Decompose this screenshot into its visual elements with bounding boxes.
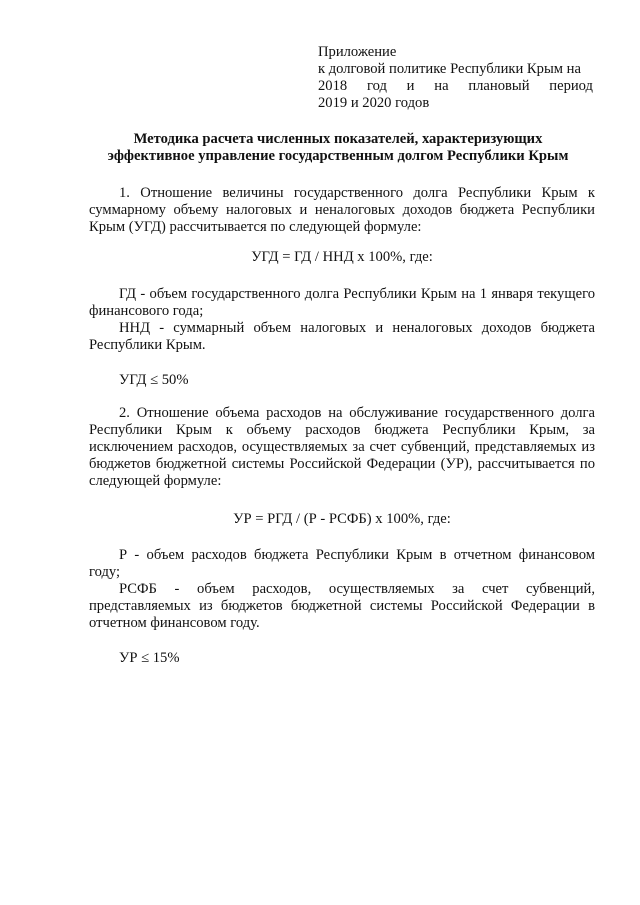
appendix-reference-line: к долговой политике Республики Крым на — [318, 61, 581, 77]
title-line-1: Методика расчета численных показателей, характеризующих — [133, 131, 543, 147]
definition-nnd: ННД - суммарный объем налоговых и неналоговых доходов бюджета Республики Крым. — [89, 320, 595, 353]
limit-ugd: УГД ≤ 50% — [119, 372, 189, 388]
formula-ugd: УГД = ГД / ННД х 100%, где: — [251, 249, 433, 265]
definition-r: Р - объем расходов бюджета Республики Крым в отчетном финансовом году; — [89, 547, 595, 580]
appendix-years-line: 2019 и 2020 годов — [318, 95, 430, 111]
section-1-intro: 1. Отношение величины государственного долга Республики Крым к суммарному объему налоговых и неналоговых доходов бюджета Республики Крым (УГД) рассчитывается по следующей формуле: — [89, 185, 595, 235]
appendix-period-line: 2018 год и на плановый период — [318, 78, 593, 94]
appendix-label: Приложение — [318, 44, 397, 60]
limit-ur: УР ≤ 15% — [119, 650, 180, 666]
definition-rsfb: РСФБ - объем расходов, осуществляемых за счет субвенций, представляемых из бюджетов бюджетной системы Российской Федерации в отчетном финансовом году. — [89, 581, 595, 631]
document-title — [88, 131, 588, 165]
definition-gd: ГД - объем государственного долга Республики Крым на 1 января текущего финансового года; — [89, 286, 595, 319]
title-line-2: эффективное управление государственным долгом Республики Крым — [107, 148, 569, 164]
appendix-header — [318, 44, 593, 112]
formula-ur: УР = РГД / (Р - РСФБ) х 100%, где: — [233, 511, 451, 527]
section-2-intro: 2. Отношение объема расходов на обслуживание государственного долга Республики Крым к объему расходов бюджета Республики Крым, за исключением расходов, осуществляемых за счет субвенций, представляемых из бюджетов бюджетной системы Российской Федерации (УР), рассчитывается по следующей формуле: — [89, 405, 595, 489]
